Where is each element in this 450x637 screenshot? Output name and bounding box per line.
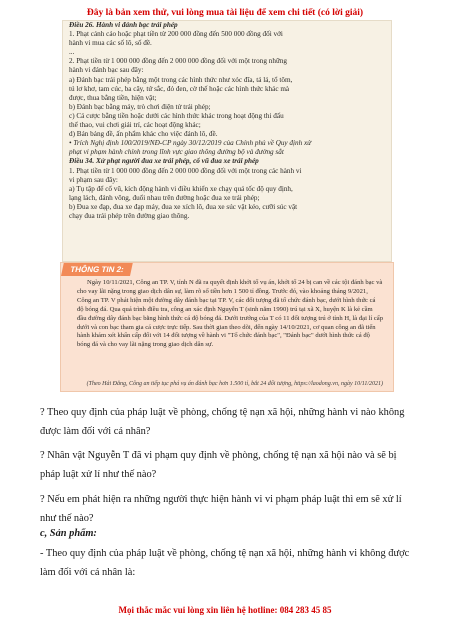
- scan-line: được, thua bằng tiền, hiện vật;: [69, 93, 157, 102]
- info-box: [60, 262, 394, 392]
- scan-line: 1. Phạt cảnh cáo hoặc phạt tiền từ 200 000 đồng đến 500 000 đồng đối với: [69, 30, 283, 39]
- scan-line: vi phạm sau đây:: [69, 175, 118, 184]
- scan-line: hành vi đánh bạc sau đây:: [69, 66, 144, 75]
- scan-line: hành vi mua các số lô, số đề.: [69, 39, 152, 48]
- question-1: ? Theo quy định của pháp luật về phòng, chống tệ nạn xã hội, những hành vi nào không được làm đối với cá nhân?: [40, 407, 405, 437]
- textbook-scan: [62, 20, 392, 262]
- hotline-footer: Mọi thắc mắc vui lòng xin liên hệ hotline: 084 283 45 85: [118, 605, 332, 615]
- scan-line: b) Đánh bạc bằng máy, trò chơi điện tử trái phép;: [69, 102, 211, 111]
- scan-line: • Trích Nghị định 100/2019/NĐ-CP ngày 30/12/2019 của Chính phủ về Quy định xử: [69, 139, 312, 148]
- scan-line: thể thao, vui chơi giải trí, các hoạt động khác;: [69, 121, 201, 130]
- preview-banner: Đây là bản xem thử, vui lòng mua tài liệu để xem chi tiết (có lời giải): [86, 8, 364, 18]
- section-heading: c, Sản phẩm:: [40, 528, 97, 539]
- scan-line: tú lơ khơ, tam cúc, ba cây, tứ sắc, đỏ đen, cờ thế hoặc các hình thức khác mà: [69, 84, 290, 93]
- answer-text: - Theo quy định của pháp luật về phòng, chống tệ nạn xã hội, những hành vi không được làm đối với cá nhân là:: [40, 548, 410, 578]
- scan-line: Điều 34. Xử phạt người đua xe trái phép, cổ vũ đua xe trái phép: [69, 157, 259, 166]
- scan-line: c) Cá cược bằng tiền hoặc dưới các hình thức khác trong hoạt động thi đấu: [69, 111, 284, 120]
- info-box-body: [77, 279, 383, 350]
- scan-line: 1. Phạt tiền từ 1 000 000 đồng đến 2 000 000 đồng đối với một trong các hành vi: [69, 166, 302, 175]
- question-3: ? Nếu em phát hiện ra những người thực hiện hành vi vi phạm pháp luật thì em sẽ xử lí như thế nào?: [40, 494, 402, 524]
- scan-line: 2. Phạt tiền từ 1 000 000 đồng đến 2 000 000 đồng đối với một trong những: [69, 57, 288, 66]
- info-box-tab: THÔNG TIN 2:: [61, 263, 133, 276]
- scan-line: lạng lách, đánh võng, đuổi nhau trên đường hoặc đua xe trái phép;: [69, 193, 260, 202]
- scan-line: b) Đua xe đạp, đua xe đạp máy, đua xe xích lô, đua xe súc vật kéo, cưỡi súc vật: [69, 202, 298, 211]
- scan-line: a) Đánh bạc trái phép bằng một trong các hình thức như xóc đĩa, tá lả, tổ tôm,: [69, 75, 293, 84]
- scan-line: chạy đua trái phép trên đường giao thông.: [69, 211, 190, 220]
- scan-line: d) Bán bảng đề, ấn phẩm khác cho việc đánh lô, đề.: [69, 130, 218, 139]
- question-2: ? Nhân vật Nguyễn T đã vi phạm quy định về phòng, chống tệ nạn xã hội nào và sẽ bị pháp luật xử lí như thế nào?: [40, 450, 397, 480]
- scan-line: phạt vi phạm hành chính trong lĩnh vực giao thông đường bộ và đường sắt: [69, 148, 284, 157]
- scan-line: a) Tụ tập để cổ vũ, kích động hành vi điều khiển xe chạy quá tốc độ quy định,: [69, 184, 293, 193]
- info-box-paragraph: Ngày 10/11/2021, Công an TP. V, tỉnh N đã ra quyết định khởi tố vụ án, khởi tố 24 bị can về các tội đánh bạc và cho vay lãi nặng trong giao dịch dân sự, làm rõ số tiền hơn 1 500 tỉ đồng. Trước đó, vào khoảng tháng 9/2021, Công an TP. V phát hiện một đường dây đánh bạc tại TP. V, các đối tượng đã tổ chức đánh bạc, dưới hình thức cá độ bóng đá. Qua quá trình điều tra, công an xác định Nguyễn T (sinh năm 1990) trú tại xã X, huyện K là kẻ cầm đầu đường dây đánh bạc bằng hình thức cá độ bóng đá. Dưới trướng của T có 11 đối tượng trú ở tỉnh H, là đại lí cấp dưới và con bạc tham gia cá cược trực tiếp. Sau thời gian theo dõi, đến ngày 14/10/2021, cơ quan công an đã tiến hành khám xét khẩn cấp đối với 14 đối tượng về hành vi "Tổ chức đánh bạc", "Đánh bạc" dưới hình thức cá độ bóng đá và cho vay lãi nặng trong giao dịch dân sự.: [77, 279, 384, 349]
- info-box-source: (Theo Hải Đăng, Công an tiếp tục phá vụ án đánh bạc hơn 1.500 tỉ, bắt 24 đối tượng, https://laodong.vn, ngày 10/11/2021): [86, 381, 383, 387]
- scan-line: Điều 26. Hành vi đánh bạc trái phép: [69, 21, 178, 29]
- scan-line: ...: [69, 48, 75, 57]
